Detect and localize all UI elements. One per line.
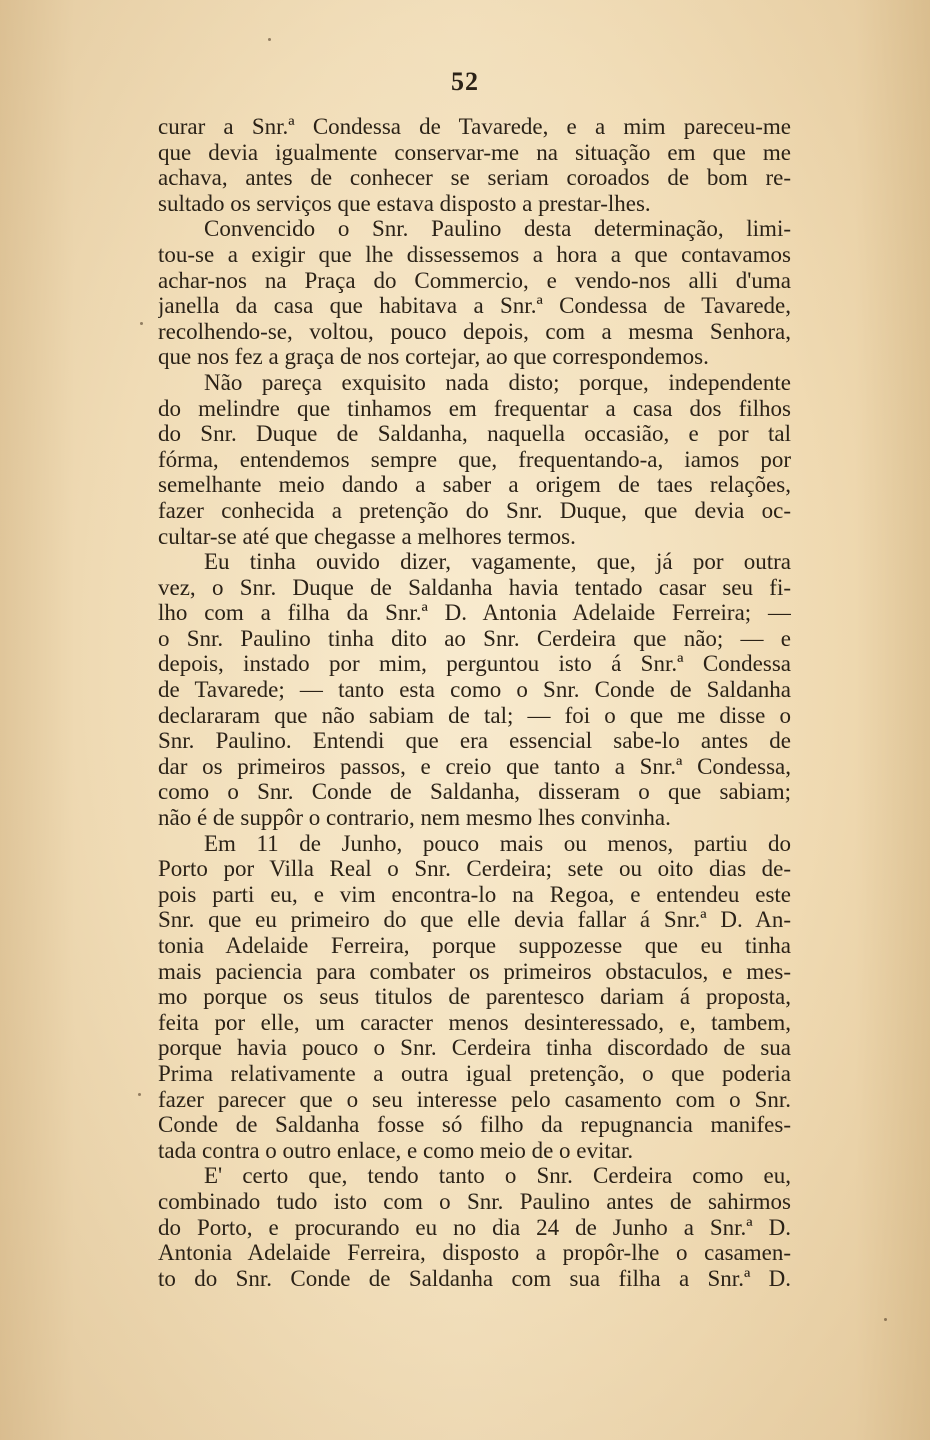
text-line: vez, o Snr. Duque de Saldanha havia tentado casar seu fi- [158, 574, 791, 600]
paper-speck [138, 1093, 141, 1096]
text-line: achava, antes de conhecer se seriam coroados de bom re- [158, 165, 791, 191]
text-line: pois parti eu, e vim encontra-lo na Regoa, e entendeu este [158, 881, 791, 907]
paper-speck [140, 322, 143, 325]
text-line: o Snr. Paulino tinha dito ao Snr. Cerdeira que não; — e [158, 625, 791, 651]
text-line: que nos fez a graça de nos cortejar, ao que correspondemos. [158, 344, 709, 370]
paper-speck [884, 1318, 887, 1321]
text-line: janella da casa que habitava a Snr.ª Condessa de Tavarede, [158, 293, 791, 319]
text-line: Não pareça exquisito nada disto; porque, independente [204, 369, 791, 395]
text-line: achar-nos na Praça do Commercio, e vendo-nos alli d'uma [158, 267, 791, 293]
text-line: dar os primeiros passos, e creio que tanto a Snr.ª Condessa, [158, 753, 791, 779]
text-line: cultar-se até que chegasse a melhores termos. [158, 523, 576, 549]
text-line: Snr. que eu primeiro do que elle devia fallar á Snr.ª D. An- [158, 907, 791, 933]
text-line: Porto por Villa Real o Snr. Cerdeira; sete ou oito dias de- [158, 856, 791, 882]
text-line: tonia Adelaide Ferreira, porque suppozesse que eu tinha [158, 933, 791, 958]
text-line: depois, instado por mim, perguntou isto á Snr.ª Condessa [158, 651, 791, 677]
text-line: sultado os serviços que estava disposto a prestar-lhes. [158, 190, 651, 216]
text-line: do Snr. Duque de Saldanha, naquella occasião, e por tal [158, 421, 791, 447]
text-line: fazer conhecida a pretenção do Snr. Duque, que devia oc- [158, 497, 791, 523]
text-line: tou-se a exigir que lhe dissessemos a hora a que contavamos [158, 241, 791, 267]
text-line: Snr. Paulino. Entendi que era essencial sabe-lo antes de [158, 728, 791, 754]
text-line: curar a Snr.ª Condessa de Tavarede, e a mim pareceu-me [158, 114, 791, 139]
text-line: que devia igualmente conservar-me na situação em que me [158, 139, 791, 165]
text-line: mais paciencia para combater os primeiros obstaculos, e mes- [158, 958, 791, 984]
text-line: lho com a filha da Snr.ª D. Antonia Adelaide Ferreira; — [158, 600, 791, 626]
text-line: Eu tinha ouvido dizer, vagamente, que, já por outra [204, 549, 791, 575]
text-line: Conde de Saldanha fosse só filho da repugnancia manifes- [158, 1112, 791, 1138]
text-line: de Tavarede; — tanto esta como o Snr. Conde de Saldanha [158, 677, 791, 703]
text-line: tada contra o outro enlace, e como meio de o evitar. [158, 1137, 634, 1163]
paper-speck [268, 38, 271, 41]
text-line: declararam que não sabiam de tal; — foi o que me disse o [158, 702, 791, 728]
text-line: feita por elle, um caracter menos desinteressado, e, tambem, [158, 1009, 791, 1035]
text-line: do Porto, e procurando eu no dia 24 de Junho a Snr.ª D. [158, 1214, 791, 1240]
text-line: Prima relativamente a outra igual pretenção, o que poderia [158, 1060, 791, 1086]
text-line: não é de suppôr o contrario, nem mesmo lhes convinha. [158, 805, 671, 831]
text-line: do melindre que tinhamos em frequentar a casa dos filhos [158, 395, 791, 421]
body-text [158, 114, 791, 1291]
text-line: combinado tudo isto com o Snr. Paulino antes de sahirmos [158, 1188, 791, 1214]
text-line: Convencido o Snr. Paulino desta determinação, limi- [204, 216, 791, 242]
text-line: fazer parecer que o seu interesse pelo casamento com o Snr. [158, 1086, 791, 1112]
text-line: como o Snr. Conde de Saldanha, disseram o que sabiam; [158, 779, 791, 805]
text-line: recolhendo-se, voltou, pouco depois, com a mesma Senhora, [158, 318, 791, 344]
text-line: porque havia pouco o Snr. Cerdeira tinha discordado de sua [158, 1035, 791, 1061]
text-line: mo porque os seus titulos de parentesco dariam á proposta, [158, 984, 791, 1010]
text-line: to do Snr. Conde de Saldanha com sua filha a Snr.ª D. [158, 1265, 791, 1291]
text-line: fórma, entendemos sempre que, frequentando-a, iamos por [158, 446, 791, 472]
text-line: Antonia Adelaide Ferreira, disposto a propôr-lhe o casamen- [158, 1240, 791, 1266]
text-line: semelhante meio dando a saber a origem de taes relações, [158, 472, 791, 498]
text-line: E' certo que, tendo tanto o Snr. Cerdeira como eu, [204, 1163, 791, 1189]
text-line: Em 11 de Junho, pouco mais ou menos, partiu do [204, 830, 791, 856]
page-number: 52 [451, 67, 479, 96]
